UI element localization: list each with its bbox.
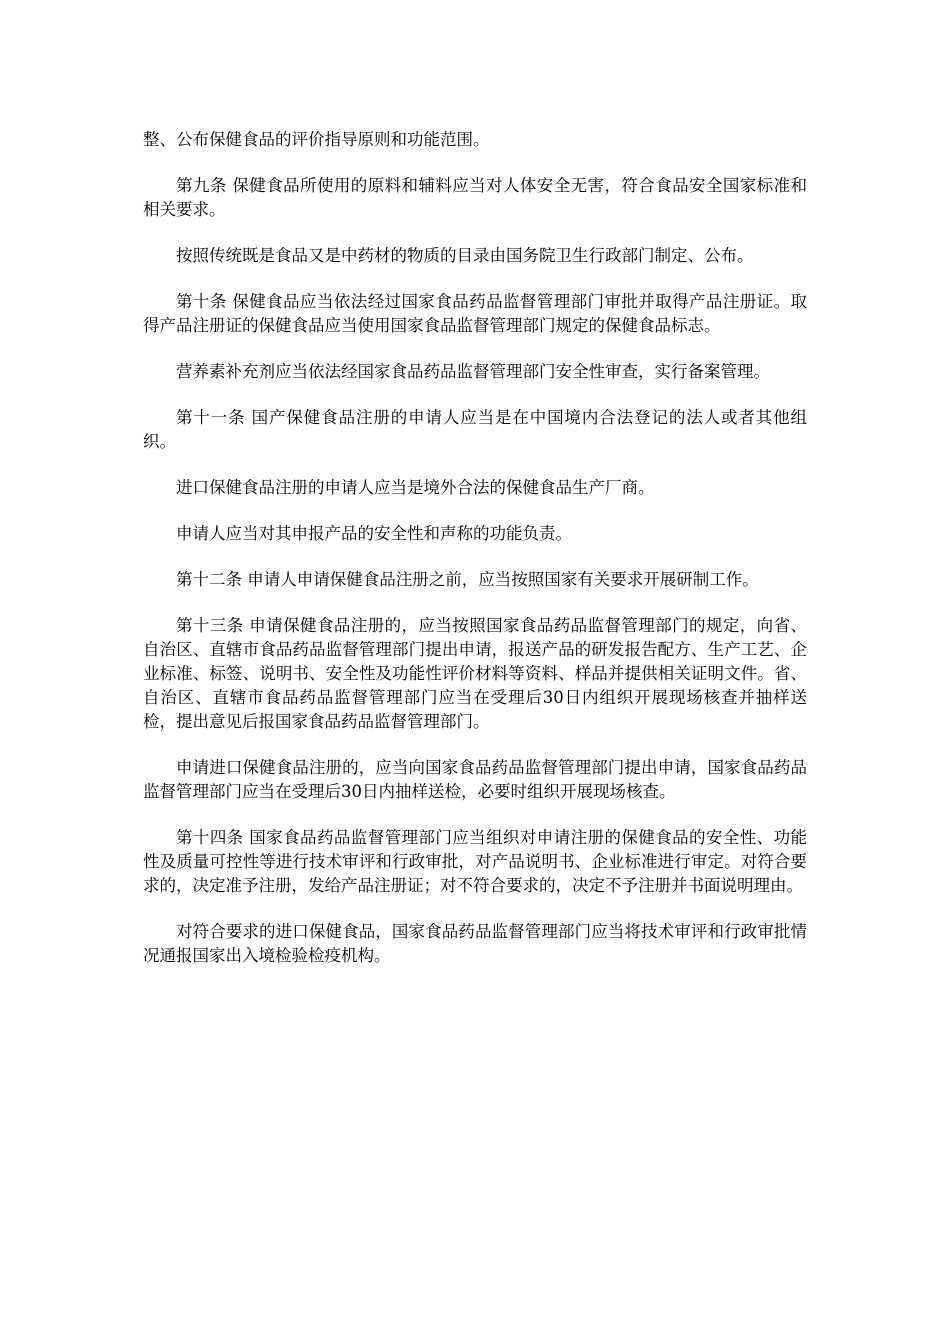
paragraph: 申请人应当对其申报产品的安全性和声称的功能负责。 — [176, 524, 572, 543]
paragraph-article-9: 第九条 保健食品所使用的原料和辅料应当对人体安全无害，符合食品安全国家标准和相关要求。 — [143, 176, 807, 219]
paragraph: 按照传统既是食品又是中药材的物质的目录由国务院卫生行政部门制定、公布。 — [176, 246, 754, 265]
paragraph-article-13: 第十三条 申请保健食品注册的，应当按照国家食品药品监督管理部门的规定，向省、自治区、直辖市食品药品监督管理部门提出申请，报送产品的研发报告配方、生产工艺、企业标准、标签、说明书、安全性及功能性评价材料等资料、样品并提供相关证明文件。省、自治区、直辖市食品药品监督管理部门应当在受理后30日内组织开展现场核查并抽样送检，提出意见后报国家食品药品监督管理部门。 — [143, 616, 807, 731]
paragraph-article-11: 第十一条 国产保健食品注册的申请人应当是在中国境内合法登记的法人或者其他组织。 — [143, 408, 807, 451]
paragraph: 申请进口保健食品注册的，应当向国家食品药品监督管理部门提出申请，国家食品药品监督管理部门应当在受理后30日内抽样送检，必要时组织开展现场核查。 — [143, 758, 807, 801]
paragraph: 整、公布保健食品的评价指导原则和功能范围。 — [143, 130, 490, 149]
paragraph-article-14: 第十四条 国家食品药品监督管理部门应当组织对申请注册的保健食品的安全性、功能性及质量可控性等进行技术审评和行政审批，对产品说明书、企业标准进行审定。对符合要求的，决定准予注册，发给产品注册证；对不符合要求的，决定不予注册并书面说明理由。 — [143, 828, 807, 895]
paragraph: 营养素补充剂应当依法经国家食品药品监督管理部门安全性审查，实行备案管理。 — [176, 362, 770, 381]
paragraph: 对符合要求的进口保健食品，国家食品药品监督管理部门应当将技术审评和行政审批情况通报国家出入境检验检疫机构。 — [143, 922, 807, 965]
document-page — [143, 128, 807, 990]
paragraph-article-10: 第十条 保健食品应当依法经过国家食品药品监督管理部门审批并取得产品注册证。取得产品注册证的保健食品应当使用国家食品监督管理部门规定的保健食品标志。 — [143, 292, 807, 335]
paragraph: 进口保健食品注册的申请人应当是境外合法的保健食品生产厂商。 — [176, 478, 655, 497]
paragraph-article-12: 第十二条 申请人申请保健食品注册之前，应当按照国家有关要求开展研制工作。 — [176, 570, 759, 589]
